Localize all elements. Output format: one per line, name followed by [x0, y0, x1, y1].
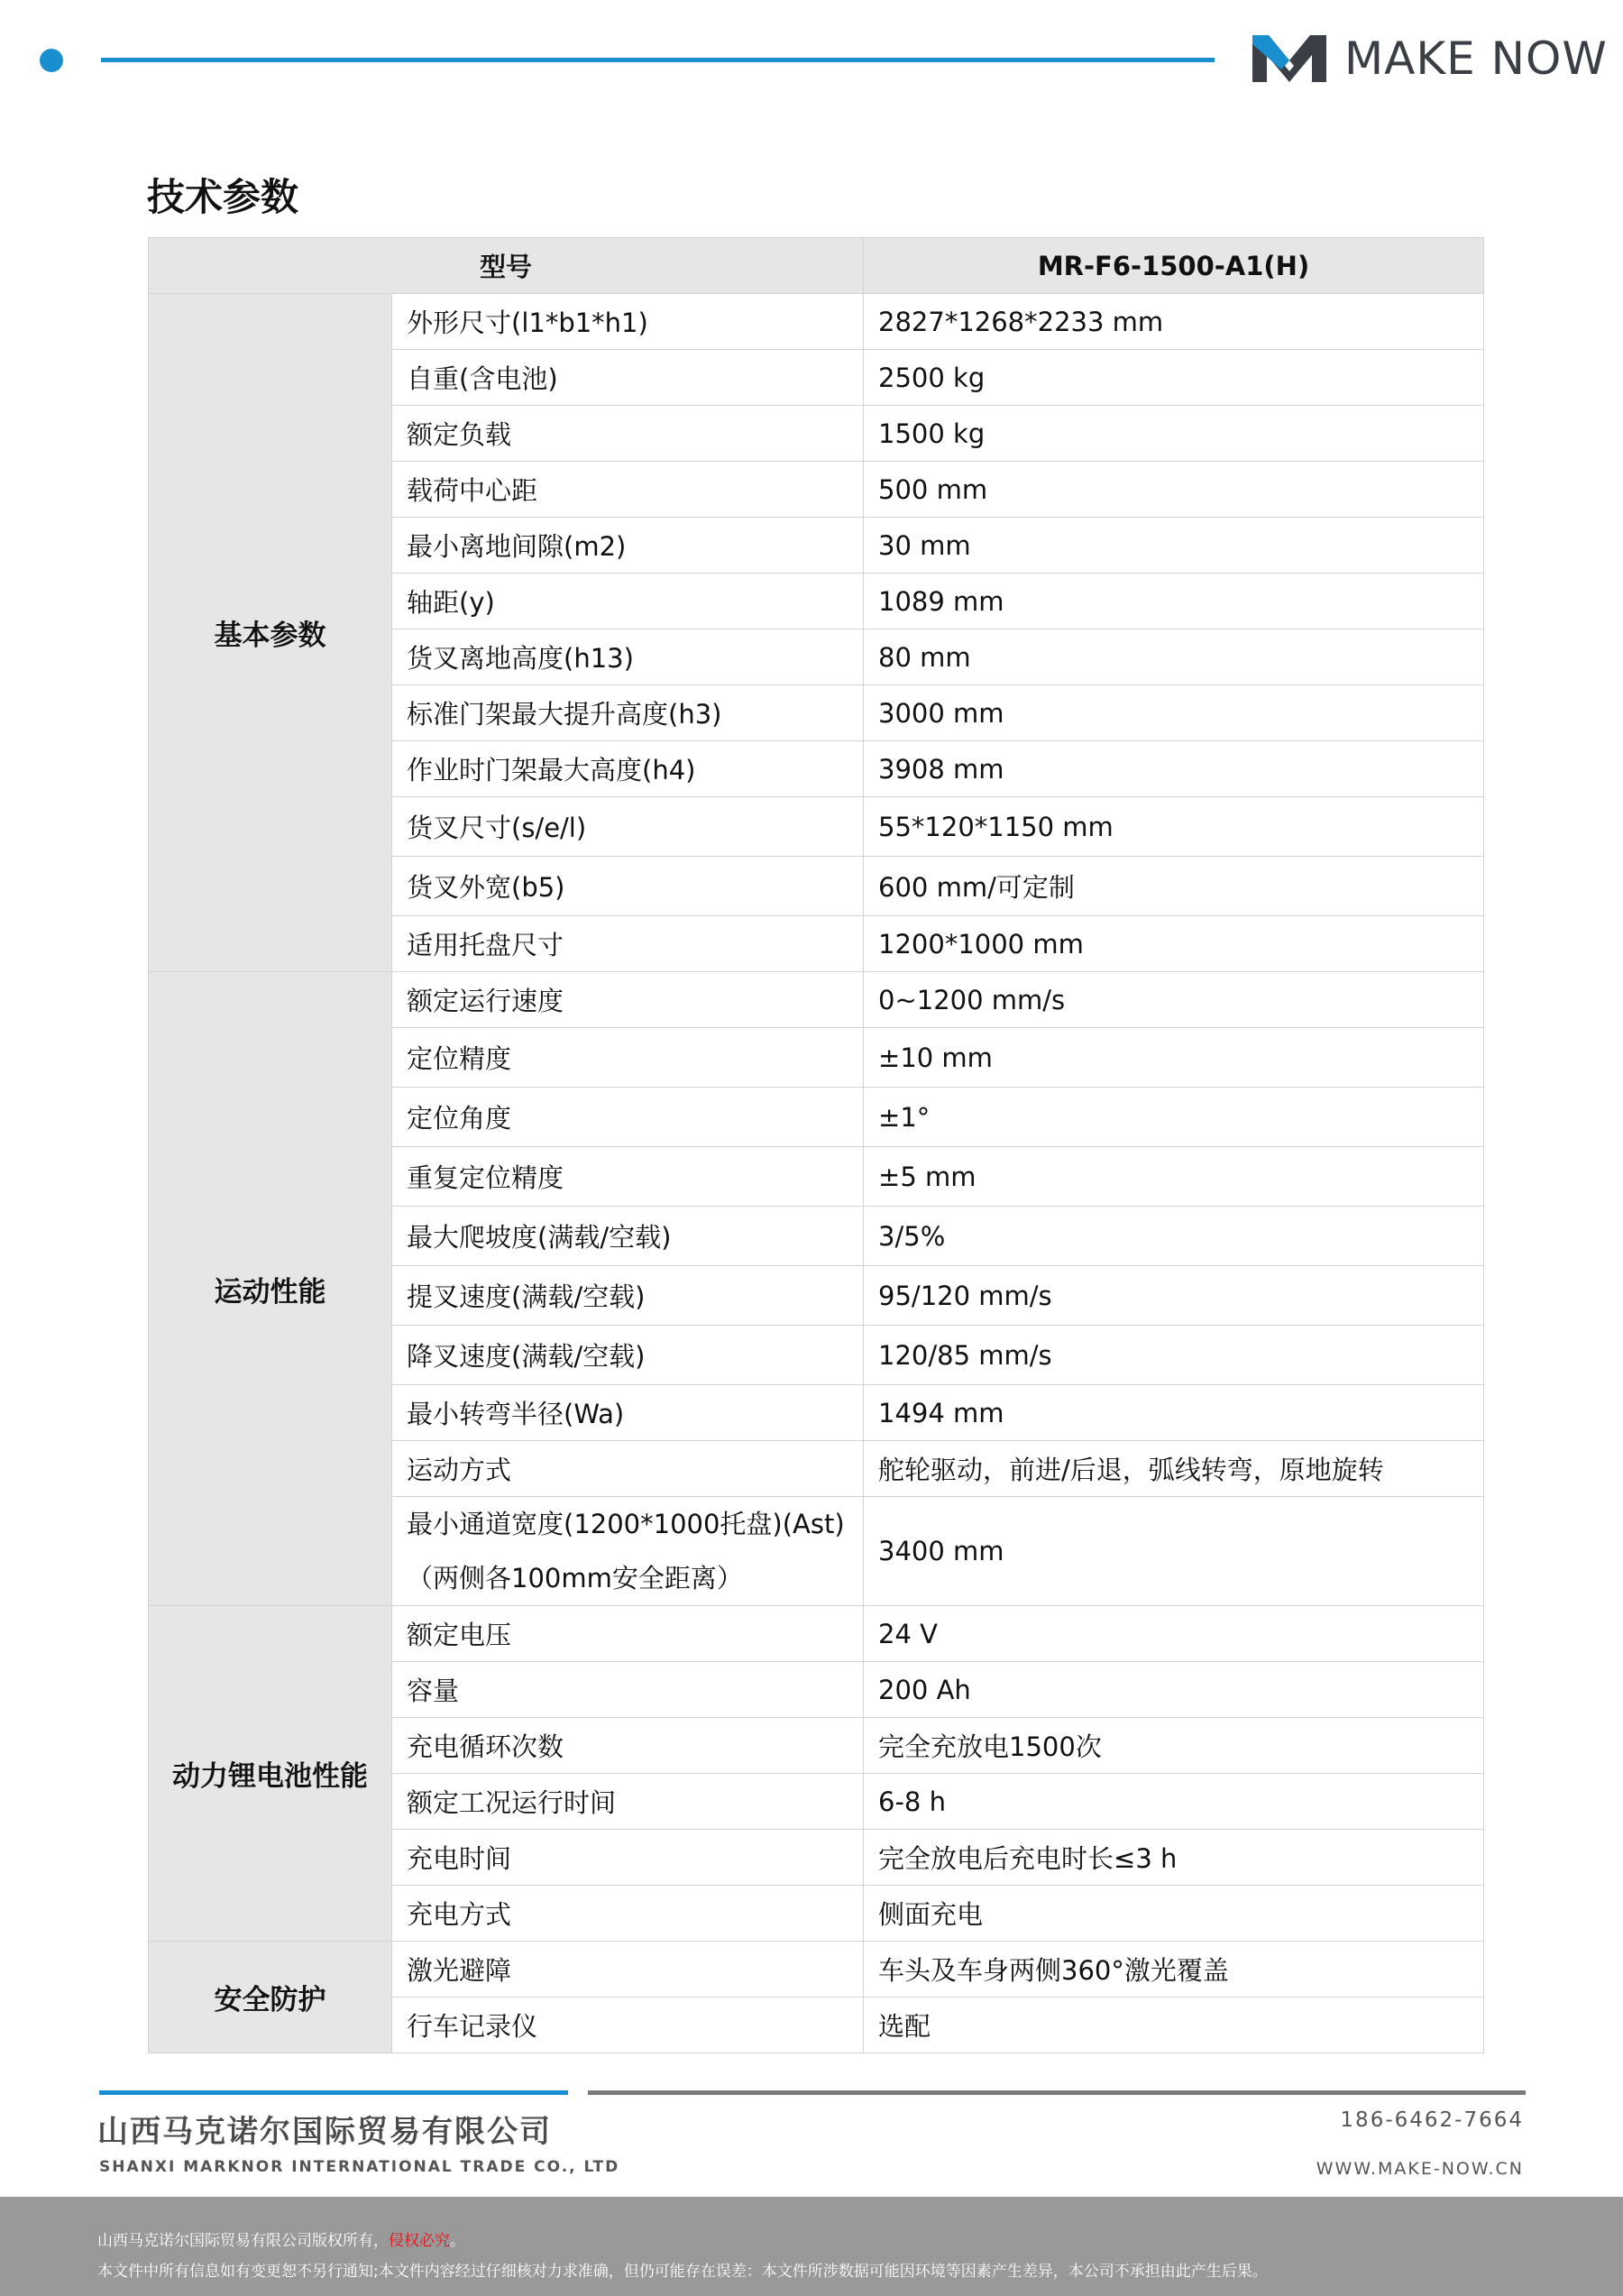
param-value-cell: 舵轮驱动，前进/后退，弧线转弯，原地旋转: [864, 1441, 1484, 1497]
param-name-cell: 标准门架最大提升高度(h3): [392, 685, 864, 741]
page-title: 技术参数: [147, 175, 299, 219]
param-value-cell: 侧面充电: [864, 1886, 1484, 1942]
footer-line-gray: [588, 2090, 1526, 2095]
param-value-cell: 完全充放电1500次: [864, 1718, 1484, 1774]
param-value-cell: 1089 mm: [864, 574, 1484, 629]
param-name-cell: 行车记录仪: [392, 1998, 864, 2053]
param-name-cell: 降叉速度(满载/空载): [392, 1326, 864, 1385]
param-name-cell: 货叉尺寸(s/e/l): [392, 797, 864, 857]
table-row: [149, 1942, 1484, 1998]
param-name-cell: 额定运行速度: [392, 972, 864, 1028]
param-value-cell: 3908 mm: [864, 741, 1484, 797]
param-name-cell: 运动方式: [392, 1441, 864, 1497]
param-name-cell: 提叉速度(满载/空载): [392, 1266, 864, 1326]
footer-company-name: 山西马克诺尔国际贸易有限公司: [97, 2114, 552, 2150]
param-value-cell: ±5 mm: [864, 1147, 1484, 1207]
param-value-cell: 3/5%: [864, 1207, 1484, 1266]
copyright-warning: 侵权必究: [389, 2232, 450, 2250]
param-value-cell: 30 mm: [864, 518, 1484, 574]
param-value-cell: 车头及车身两侧360°激光覆盖: [864, 1942, 1484, 1998]
param-value-cell: 1494 mm: [864, 1385, 1484, 1441]
table-row: [149, 294, 1484, 350]
disclaimer-line: 本文件中所有信息如有变更恕不另行通知;本文件内容经过仔细核对力求准确，但仍可能存在误差：本文件所涉数据可能因环境等因素产生差异，本公司不承担由此产生后果。: [97, 2263, 1268, 2281]
param-value-cell: 1500 kg: [864, 406, 1484, 462]
header-model-label: 型号: [149, 238, 864, 294]
copyright-line: [97, 2227, 465, 2250]
param-name-note: （两侧各100mm安全距离）: [407, 1563, 743, 1593]
make-now-m-logo-icon: [1249, 30, 1330, 87]
param-value-cell: 500 mm: [864, 462, 1484, 518]
param-name-line: 最小通道宽度(1200*1000托盘)(Ast): [407, 1509, 845, 1539]
param-name-cell: 轴距(y): [392, 574, 864, 629]
param-value-cell: 1200*1000 mm: [864, 916, 1484, 972]
param-name-cell: 货叉外宽(b5): [392, 857, 864, 916]
category-cell: 基本参数: [149, 294, 392, 972]
param-value-cell: ±10 mm: [864, 1028, 1484, 1088]
param-value-cell: 80 mm: [864, 629, 1484, 685]
table-header-row: [149, 238, 1484, 294]
param-name-cell: 额定负载: [392, 406, 864, 462]
header-dot: [40, 49, 63, 72]
param-value-cell: 600 mm/可定制: [864, 857, 1484, 916]
param-name-cell: 额定电压: [392, 1606, 864, 1662]
param-name-cell: [392, 1497, 864, 1606]
footer-website[interactable]: WWW.MAKE-NOW.CN: [1316, 2159, 1524, 2179]
param-name-cell: 载荷中心距: [392, 462, 864, 518]
logo-text: MAKE NOW: [1344, 32, 1608, 85]
param-name-cell: 外形尺寸(l1*b1*h1): [392, 294, 864, 350]
param-value-cell: 2827*1268*2233 mm: [864, 294, 1484, 350]
param-name-cell: 容量: [392, 1662, 864, 1718]
param-name-cell: 充电循环次数: [392, 1718, 864, 1774]
spec-table: [148, 237, 1484, 2053]
table-row: [149, 1606, 1484, 1662]
param-value-cell: 24 V: [864, 1606, 1484, 1662]
category-cell: 安全防护: [149, 1942, 392, 2053]
copyright-prefix: 山西马克诺尔国际贸易有限公司版权所有，: [97, 2232, 389, 2250]
footer-line-blue: [99, 2090, 568, 2095]
category-cell: 运动性能: [149, 972, 392, 1606]
header-line: [101, 58, 1215, 62]
param-value-cell: 选配: [864, 1998, 1484, 2053]
copyright-suffix: 。: [450, 2232, 465, 2250]
param-value-cell: 200 Ah: [864, 1662, 1484, 1718]
table-row: [149, 972, 1484, 1028]
param-value-cell: 6-8 h: [864, 1774, 1484, 1830]
param-name-cell: 自重(含电池): [392, 350, 864, 406]
param-name-cell: 最小转弯半径(Wa): [392, 1385, 864, 1441]
param-name-cell: 作业时门架最大高度(h4): [392, 741, 864, 797]
param-value-cell: 3400 mm: [864, 1497, 1484, 1606]
param-name-cell: 充电时间: [392, 1830, 864, 1886]
param-value-cell: 2500 kg: [864, 350, 1484, 406]
header-model-value: MR-F6-1500-A1(H): [864, 238, 1484, 294]
spec-table-body: [149, 238, 1484, 2053]
param-value-cell: ±1°: [864, 1088, 1484, 1147]
brand-logo: [1249, 27, 1608, 90]
param-value-cell: 完全放电后充电时长≤3 h: [864, 1830, 1484, 1886]
category-cell: 动力锂电池性能: [149, 1606, 392, 1942]
param-name-cell: 定位角度: [392, 1088, 864, 1147]
param-value-cell: 55*120*1150 mm: [864, 797, 1484, 857]
param-name-cell: 货叉离地高度(h13): [392, 629, 864, 685]
param-name-cell: 适用托盘尺寸: [392, 916, 864, 972]
param-name-cell: 额定工况运行时间: [392, 1774, 864, 1830]
footer-company-name-en: SHANXI MARKNOR INTERNATIONAL TRADE CO., LTD: [99, 2158, 620, 2176]
param-name-cell: 激光避障: [392, 1942, 864, 1998]
param-name-cell: 最小离地间隙(m2): [392, 518, 864, 574]
footer-phone: 186-6462-7664: [1340, 2108, 1524, 2132]
param-value-cell: 95/120 mm/s: [864, 1266, 1484, 1326]
param-name-cell: 重复定位精度: [392, 1147, 864, 1207]
param-name-cell: 定位精度: [392, 1028, 864, 1088]
param-value-cell: 0~1200 mm/s: [864, 972, 1484, 1028]
param-value-cell: 120/85 mm/s: [864, 1326, 1484, 1385]
param-value-cell: 3000 mm: [864, 685, 1484, 741]
param-name-cell: 最大爬坡度(满载/空载): [392, 1207, 864, 1266]
param-name-cell: 充电方式: [392, 1886, 864, 1942]
